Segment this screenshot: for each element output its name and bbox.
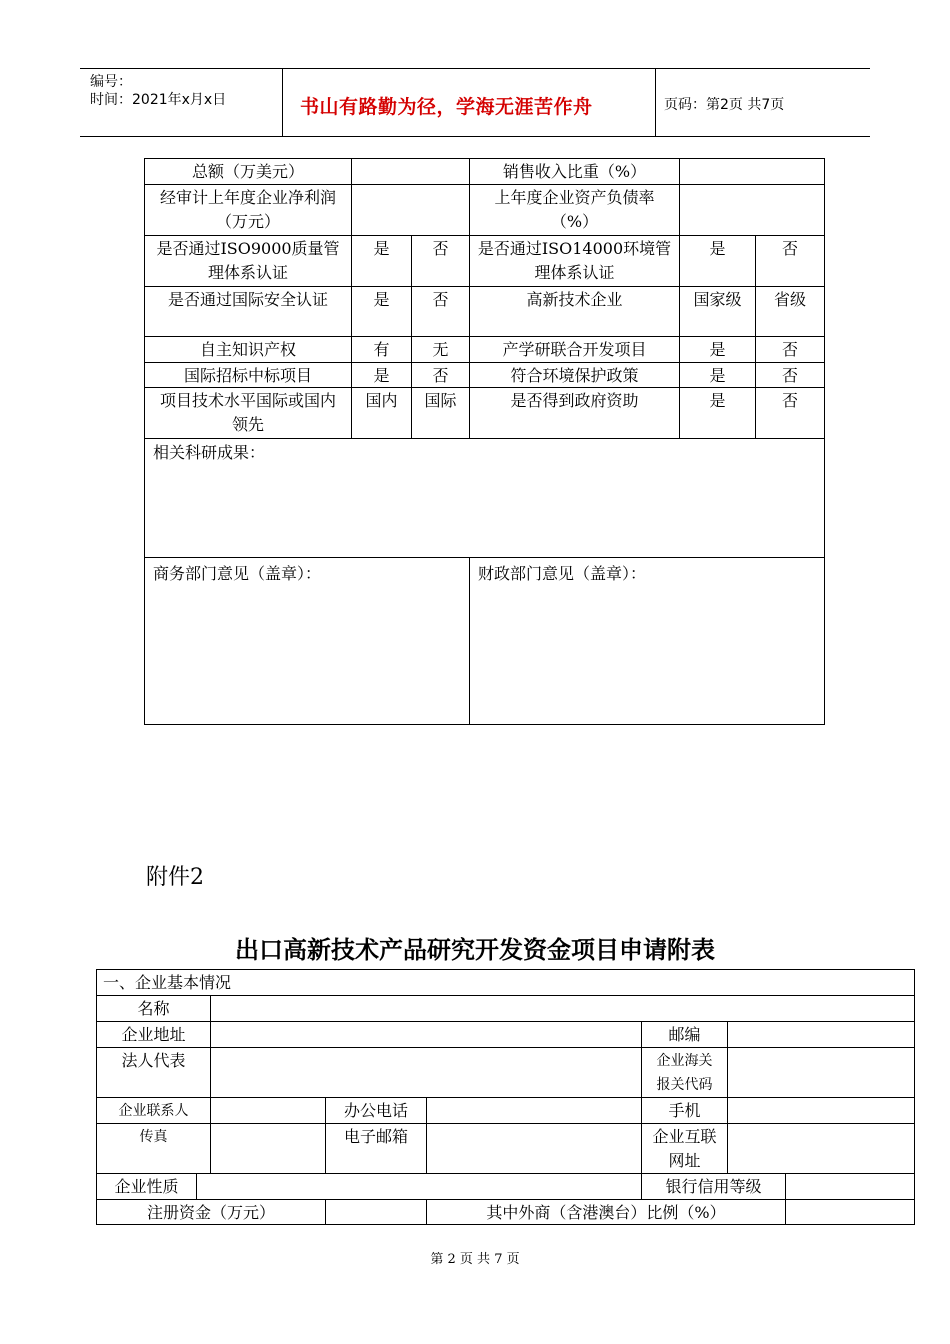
debt-ratio-label: 上年度企业资产负债率（%） <box>469 184 680 236</box>
intl-safety-yes: 是 <box>351 286 412 337</box>
website-value <box>727 1123 915 1174</box>
hitech-national: 国家级 <box>679 286 756 337</box>
office-phone-value <box>426 1097 642 1124</box>
header-divider-2 <box>655 68 656 136</box>
intl-bid-label: 国际招标中标项目 <box>144 362 352 388</box>
fax-value <box>210 1123 326 1174</box>
sales-ratio-label: 销售收入比重（%） <box>469 158 680 185</box>
contact-value <box>210 1097 326 1124</box>
net-profit-label: 经审计上年度企业净利润（万元） <box>144 184 352 236</box>
reg-capital-value <box>325 1199 427 1225</box>
legal-rep-label: 法人代表 <box>96 1047 211 1098</box>
hitech-enterprise-label: 高新技术企业 <box>469 286 680 337</box>
name-value <box>210 995 915 1022</box>
nature-label: 企业性质 <box>96 1173 197 1200</box>
intl-bid-no: 否 <box>411 362 470 388</box>
sales-ratio-value <box>679 158 825 185</box>
intl-safety-label: 是否通过国际安全认证 <box>144 286 352 337</box>
env-policy-yes: 是 <box>679 362 756 388</box>
legal-rep-value <box>210 1047 642 1098</box>
ip-has: 有 <box>351 336 412 363</box>
hitech-provincial: 省级 <box>755 286 825 337</box>
iso14000-yes: 是 <box>679 235 756 287</box>
intl-safety-no: 否 <box>411 286 470 337</box>
header-top-rule <box>80 68 870 69</box>
joint-dev-label: 产学研联合开发项目 <box>469 336 680 363</box>
name-label: 名称 <box>96 995 211 1022</box>
tech-level-label: 项目技术水平国际或国内领先 <box>144 387 352 439</box>
gov-funding-label: 是否得到政府资助 <box>469 387 680 439</box>
customs-code-label: 企业海关报关代码 <box>641 1047 728 1098</box>
customs-code-value <box>727 1047 915 1098</box>
page-footer: 第 2 页 共 7 页 <box>430 1252 520 1267</box>
foreign-ratio-value <box>785 1199 915 1225</box>
iso9000-no: 否 <box>411 235 470 287</box>
debt-ratio-value <box>679 184 825 236</box>
email-value <box>426 1123 642 1174</box>
address-label: 企业地址 <box>96 1021 211 1048</box>
env-policy-no: 否 <box>755 362 825 388</box>
foreign-ratio-label: 其中外商（含港澳台）比例（%） <box>426 1199 786 1225</box>
total-amount-label: 总额（万美元） <box>144 158 352 185</box>
env-policy-label: 符合环境保护政策 <box>469 362 680 388</box>
header-number-label: 编号： <box>90 74 132 90</box>
fax-label: 传真 <box>96 1123 211 1174</box>
contact-label: 企业联系人 <box>96 1097 211 1124</box>
iso9000-label: 是否通过ISO9000质量管理体系认证 <box>144 235 352 287</box>
form-title: 出口高新技术产品研究开发资金项目申请附表 <box>235 935 715 964</box>
tech-level-intl: 国际 <box>411 387 470 439</box>
research-results-field: 相关科研成果： <box>144 438 825 558</box>
email-label: 电子邮箱 <box>325 1123 427 1174</box>
header-motto: 书山有路勤为径，学海无涯苦作舟 <box>300 96 593 118</box>
mobile-label: 手机 <box>641 1097 728 1124</box>
commerce-opinion-field: 商务部门意见（盖章）： <box>144 557 470 725</box>
header-bottom-rule <box>80 136 870 137</box>
website-label: 企业互联网址 <box>641 1123 728 1174</box>
address-value <box>210 1021 642 1048</box>
section-basic-info: 一、企业基本情况 <box>96 969 915 996</box>
iso9000-yes: 是 <box>351 235 412 287</box>
joint-dev-yes: 是 <box>679 336 756 363</box>
nature-value <box>196 1173 642 1200</box>
header-page-info: 页码：第2页 共7页 <box>664 97 785 113</box>
postcode-value <box>727 1021 915 1048</box>
net-profit-value <box>351 184 470 236</box>
reg-capital-label: 注册资金（万元） <box>96 1199 326 1225</box>
ip-none: 无 <box>411 336 470 363</box>
mobile-value <box>727 1097 915 1124</box>
iso14000-no: 否 <box>755 235 825 287</box>
header-time-label: 时间：2021年x月x日 <box>90 92 227 108</box>
intl-bid-yes: 是 <box>351 362 412 388</box>
office-phone-label: 办公电话 <box>325 1097 427 1124</box>
gov-funding-no: 否 <box>755 387 825 439</box>
postcode-label: 邮编 <box>641 1021 728 1048</box>
tech-level-domestic: 国内 <box>351 387 412 439</box>
total-amount-value <box>351 158 470 185</box>
iso14000-label: 是否通过ISO14000环境管理体系认证 <box>469 235 680 287</box>
ip-label: 自主知识产权 <box>144 336 352 363</box>
header-divider-1 <box>282 68 283 136</box>
attachment-label: 附件2 <box>146 865 204 890</box>
joint-dev-no: 否 <box>755 336 825 363</box>
finance-opinion-field: 财政部门意见（盖章）： <box>469 557 825 725</box>
credit-rating-label: 银行信用等级 <box>641 1173 786 1200</box>
credit-rating-value <box>785 1173 915 1200</box>
gov-funding-yes: 是 <box>679 387 756 439</box>
